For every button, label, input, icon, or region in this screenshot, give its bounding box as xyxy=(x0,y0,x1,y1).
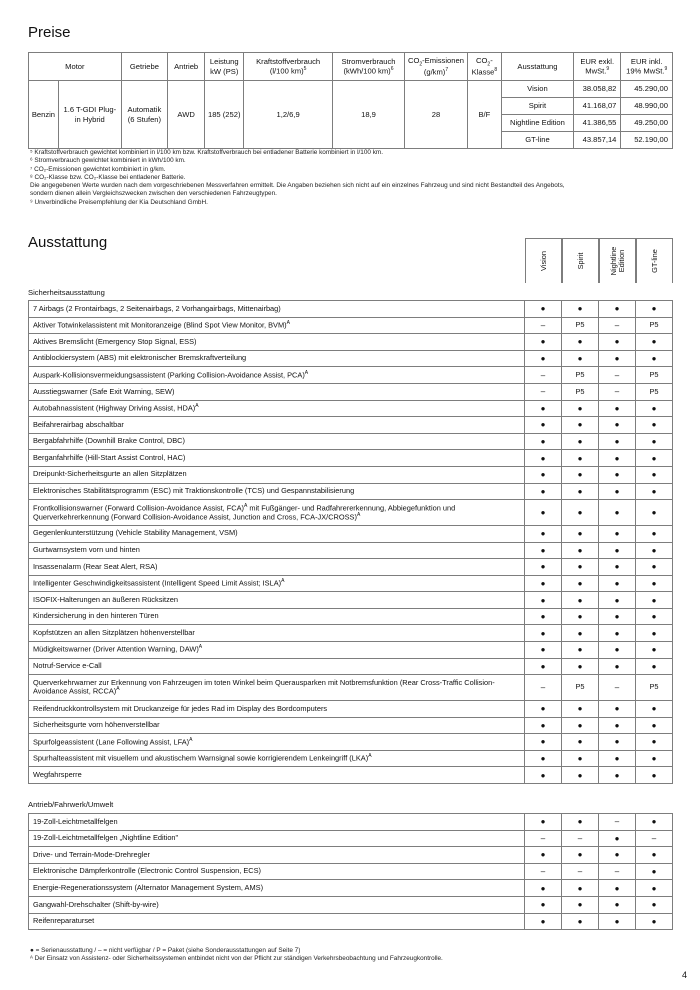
variant-price-incl: 49.250,00 xyxy=(621,115,673,132)
equipment-value: ● xyxy=(599,658,636,675)
equipment-row xyxy=(29,658,673,675)
equipment-value: ● xyxy=(636,717,673,734)
equipment-value: – xyxy=(599,367,636,384)
equipment-value: ● xyxy=(636,814,673,831)
equipment-value: ● xyxy=(562,642,599,659)
equipment-value: – xyxy=(636,830,673,847)
equipment-label: Autobahnassistent (Highway Driving Assist, HDA)$^A$ xyxy=(29,400,525,417)
equipment-value: ● xyxy=(636,592,673,609)
equipment-label: Insassenalarm (Rear Seat Alert, RSA) xyxy=(29,559,525,576)
equipment-value: ● xyxy=(562,750,599,767)
equipment-value: ● xyxy=(636,847,673,864)
price-table xyxy=(28,52,673,149)
equipment-value: ● xyxy=(525,750,562,767)
variant-price-incl: 48.990,00 xyxy=(621,98,673,115)
co2-cell: 28 xyxy=(405,81,468,149)
equipment-value: ● xyxy=(636,767,673,784)
equipment-value: ● xyxy=(562,433,599,450)
equipment-value: ● xyxy=(599,301,636,318)
legend-line: ● = Serienausstattung / – = nicht verfügbar / P = Paket (siehe Sonderausstattungen auf Seite 7) xyxy=(30,947,301,954)
equipment-value: ● xyxy=(636,301,673,318)
equipment-value: ● xyxy=(599,767,636,784)
header-klasse: $CO_2-Klasse^8$ xyxy=(467,53,501,81)
price-footnotes xyxy=(30,149,565,207)
equipment-value: ● xyxy=(562,500,599,526)
equipment-value: ● xyxy=(562,334,599,351)
equipment-value: ● xyxy=(525,559,562,576)
equipment-row xyxy=(29,483,673,500)
equipment-value: ● xyxy=(525,483,562,500)
equipment-value: – xyxy=(525,317,562,334)
equipment-value: ● xyxy=(525,717,562,734)
equipment-value: – xyxy=(525,675,562,701)
header-co2: $CO_2$-Emissionen $(g/km)^7$ xyxy=(405,53,468,81)
column-head-vision: Vision xyxy=(525,238,562,283)
equipment-value: ● xyxy=(636,575,673,592)
footnote: ⁵ Kraftstoffverbrauch gewichtet kombiniert in l/100 km bzw. Kraftstoffverbrauch bei entladener Batterie kombiniert in l/100 km. xyxy=(30,149,384,156)
section-label-drivetrain: Antrieb/Fahrwerk/Umwelt xyxy=(28,800,114,809)
equipment-row xyxy=(29,350,673,367)
equipment-row xyxy=(29,466,673,483)
equipment-value: – xyxy=(599,675,636,701)
equipment-value: ● xyxy=(636,642,673,659)
power-cell: 185 (252) xyxy=(205,81,244,149)
equipment-label: Notruf-Service e-Call xyxy=(29,658,525,675)
equipment-value: ● xyxy=(525,334,562,351)
equipment-row xyxy=(29,608,673,625)
equipment-value: ● xyxy=(599,642,636,659)
equipment-value: ● xyxy=(562,880,599,897)
equipment-value: ● xyxy=(599,525,636,542)
variant-price-incl: 52.190,00 xyxy=(621,132,673,149)
equipment-value: ● xyxy=(636,483,673,500)
equipment-value: ● xyxy=(525,450,562,467)
equipment-value: – xyxy=(599,317,636,334)
equipment-row xyxy=(29,830,673,847)
variant-name: Vision xyxy=(501,81,573,98)
footnote: sondern dienen allein Vergleichszwecken zwischen den verschiedenen Fahrzeugtypen. xyxy=(30,190,277,198)
equipment-value: ● xyxy=(636,433,673,450)
variant-price-excl: 41.386,55 xyxy=(574,115,621,132)
equipment-label: Spurfolgeassistent (Lane Following Assist, LFA)$^A$ xyxy=(29,734,525,751)
equipment-label: Aktiver Totwinkelassistent mit Monitoranzeige (Blind Spot View Monitor, BVM)$^A$ xyxy=(29,317,525,334)
equipment-row xyxy=(29,642,673,659)
equipment-row xyxy=(29,896,673,913)
variant-name: Nightline Edition xyxy=(501,115,573,132)
equipment-row xyxy=(29,500,673,526)
equipment-label: Elektronische Dämpferkontrolle (Electronic Control Suspension, ECS) xyxy=(29,863,525,880)
equipment-value: ● xyxy=(599,500,636,526)
equipment-label: Gurtwarnsystem vorn und hinten xyxy=(29,542,525,559)
equipment-value: ● xyxy=(599,575,636,592)
equipment-label: Beifahrerairbag abschaltbar xyxy=(29,417,525,434)
equipment-value: ● xyxy=(525,625,562,642)
equipment-label: 19-Zoll-Leichtmetallfelgen xyxy=(29,814,525,831)
equipment-row xyxy=(29,301,673,318)
variant-name: Spirit xyxy=(501,98,573,115)
engine-cell: 1.6 T-GDI Plug-in Hybrid xyxy=(58,81,121,149)
co2-class-cell: B/F xyxy=(467,81,501,149)
equipment-value: ● xyxy=(562,301,599,318)
equipment-value: ● xyxy=(525,542,562,559)
equipment-value: – xyxy=(599,863,636,880)
equipment-label: 19-Zoll-Leichtmetallfelgen „Nightline Edition" xyxy=(29,830,525,847)
equipment-row xyxy=(29,750,673,767)
equipment-value: ● xyxy=(525,525,562,542)
equipment-value: ● xyxy=(525,880,562,897)
fuel-cell: Benzin xyxy=(29,81,59,149)
equipment-value: P5 xyxy=(636,675,673,701)
equipment-value: ● xyxy=(599,913,636,930)
equipment-value: ● xyxy=(562,734,599,751)
equipment-row xyxy=(29,847,673,864)
footnote: ⁶ Stromverbrauch gewichtet kombiniert in kWh/100 km. xyxy=(30,157,186,165)
equipment-label: Spurhalteassistent mit visuellem und akustischem Warnsignal sowie korrigierendem Lenkeingriff (LKA)$^A$ xyxy=(29,750,525,767)
equipment-label: Wegfahrsperre xyxy=(29,767,525,784)
equipment-value: ● xyxy=(599,592,636,609)
legend-line: ᴬ Der Einsatz von Assistenz- oder Sicherheitssystemen entbindet nicht von der Pflicht zur ständigen Verkehrsbeobachtung und Fahrzeugkontrolle. xyxy=(30,955,443,963)
equipment-row xyxy=(29,717,673,734)
equipment-label: Kindersicherung in den hinteren Türen xyxy=(29,608,525,625)
equipment-value: ● xyxy=(562,658,599,675)
variant-price-excl: 43.857,14 xyxy=(574,132,621,149)
equipment-value: ● xyxy=(599,830,636,847)
equipment-row xyxy=(29,880,673,897)
equipment-title: Ausstattung xyxy=(28,234,108,251)
equipment-value: – xyxy=(562,863,599,880)
prices-title: Preise xyxy=(28,24,71,41)
equipment-value: ● xyxy=(636,559,673,576)
equipment-value: ● xyxy=(636,466,673,483)
equipment-value: ● xyxy=(636,350,673,367)
equipment-value: ● xyxy=(599,701,636,718)
equipment-value: ● xyxy=(599,542,636,559)
equipment-value: ● xyxy=(525,575,562,592)
equipment-label: Drive- und Terrain-Mode-Drehregler xyxy=(29,847,525,864)
equipment-row xyxy=(29,734,673,751)
equipment-value: ● xyxy=(636,417,673,434)
equipment-row xyxy=(29,417,673,434)
equipment-value: ● xyxy=(599,450,636,467)
equipment-value: ● xyxy=(599,717,636,734)
equipment-label: Energie-Regenerationssystem (Alternator Management System, AMS) xyxy=(29,880,525,897)
price-row xyxy=(29,81,673,98)
equipment-value: ● xyxy=(525,734,562,751)
equipment-value: ● xyxy=(562,483,599,500)
equipment-value: ● xyxy=(562,525,599,542)
equipment-value: ● xyxy=(636,701,673,718)
equipment-value: ● xyxy=(636,625,673,642)
equipment-value: ● xyxy=(562,767,599,784)
section-label-safety: Sicherheitsausstattung xyxy=(28,288,105,297)
equipment-value: ● xyxy=(525,350,562,367)
power-consumption-cell: 18,9 xyxy=(332,81,404,149)
equipment-table-safety xyxy=(28,300,673,784)
equipment-value: ● xyxy=(525,814,562,831)
equipment-value: P5 xyxy=(562,317,599,334)
equipment-row xyxy=(29,525,673,542)
equipment-value: ● xyxy=(599,466,636,483)
equipment-value: ● xyxy=(562,575,599,592)
equipment-value: ● xyxy=(562,592,599,609)
equipment-value: ● xyxy=(562,559,599,576)
equipment-row xyxy=(29,675,673,701)
equipment-value: ● xyxy=(599,608,636,625)
header-eur-exkl: EUR exkl. MwSt.$^9$ xyxy=(574,53,621,81)
header-kraftstoff: Kraftstoffverbrauch (l/100 km)$^5$ xyxy=(244,53,333,81)
equipment-value: ● xyxy=(525,658,562,675)
equipment-value: – xyxy=(525,830,562,847)
equipment-value: ● xyxy=(636,658,673,675)
header-leistung: Leistung kW (PS) xyxy=(205,53,244,81)
equipment-value: ● xyxy=(562,625,599,642)
equipment-label: Bergabfahrhilfe (Downhill Brake Control, DBC) xyxy=(29,433,525,450)
equipment-label: Reifenreparaturset xyxy=(29,913,525,930)
equipment-row xyxy=(29,334,673,351)
equipment-value: P5 xyxy=(562,675,599,701)
equipment-row xyxy=(29,575,673,592)
equipment-value: ● xyxy=(636,500,673,526)
header-ausstattung: Ausstattung xyxy=(501,53,573,81)
equipment-value: ● xyxy=(525,417,562,434)
footnote: ⁸ CO₂-Klasse bzw. CO₂-Klasse bei entladener Batterie. xyxy=(30,173,186,181)
equipment-row xyxy=(29,701,673,718)
equipment-value: ● xyxy=(599,734,636,751)
equipment-value: ● xyxy=(525,592,562,609)
equipment-label: Elektronisches Stabilitätsprogramm (ESC) mit Traktionskontrolle (TCS) und Gespannstabilisierung xyxy=(29,483,525,500)
equipment-value: – xyxy=(525,367,562,384)
footnote: ⁹ Unverbindliche Preisempfehlung der Kia Deutschland GmbH. xyxy=(30,198,208,206)
footnote: Die angegebenen Werte wurden nach dem vorgeschriebenen Messverfahren ermittelt. Die Angaben beziehen sich nicht auf ein einzelnes Fahrzeug und sind nicht Bestandteil des Angebots, xyxy=(30,182,565,190)
equipment-value: ● xyxy=(525,642,562,659)
equipment-value: ● xyxy=(525,913,562,930)
equipment-value: ● xyxy=(562,913,599,930)
equipment-value: ● xyxy=(562,417,599,434)
header-getriebe: Getriebe xyxy=(121,53,167,81)
header-antrieb: Antrieb xyxy=(168,53,205,81)
equipment-value: ● xyxy=(562,847,599,864)
equipment-label: Frontkollisionswarner (Forward Collision-Avoidance Assist, FCA)$^A$ mit Fußgänger- und Radfahrererkennung, Abbiegefunktion und Querverkehrerkennung (Forward Collision-Avoidance Assist, Junction and Cross, FCA-JX/CROSS)$^A$ xyxy=(29,500,525,526)
column-head-spirit: Spirit xyxy=(562,238,599,283)
equipment-value: ● xyxy=(636,863,673,880)
equipment-value: – xyxy=(525,863,562,880)
equipment-value: ● xyxy=(562,542,599,559)
equipment-label: Sicherheitsgurte vorn höhenverstellbar xyxy=(29,717,525,734)
equipment-value: – xyxy=(599,383,636,400)
equipment-value: ● xyxy=(636,913,673,930)
equipment-value: ● xyxy=(599,483,636,500)
equipment-value: ● xyxy=(562,896,599,913)
header-eur-inkl: EUR inkl. 19% MwSt.$^9$ xyxy=(621,53,673,81)
gearbox-cell: Automatik (6 Stufen) xyxy=(121,81,167,149)
equipment-label: ISOFIX-Halterungen an äußeren Rücksitzen xyxy=(29,592,525,609)
equipment-value: ● xyxy=(562,608,599,625)
price-header-row xyxy=(29,53,673,81)
equipment-value: ● xyxy=(562,701,599,718)
equipment-value: ● xyxy=(599,334,636,351)
equipment-row xyxy=(29,913,673,930)
equipment-value: – xyxy=(599,814,636,831)
variant-price-excl: 41.168,07 xyxy=(574,98,621,115)
equipment-value: ● xyxy=(599,559,636,576)
equipment-label: Intelligenter Geschwindigkeitsassistent (Intelligent Speed Limit Assist; ISLA)$^A$ xyxy=(29,575,525,592)
legend xyxy=(30,947,443,964)
equipment-value: ● xyxy=(599,350,636,367)
equipment-label: Gangwahl-Drehschalter (Shift-by-wire) xyxy=(29,896,525,913)
equipment-label: Berganfahrhilfe (Hill-Start Assist Control, HAC) xyxy=(29,450,525,467)
equipment-value: ● xyxy=(599,625,636,642)
equipment-value: ● xyxy=(525,433,562,450)
equipment-value: ● xyxy=(525,608,562,625)
equipment-value: ● xyxy=(525,701,562,718)
equipment-value: P5 xyxy=(636,383,673,400)
column-head-gtline: GT-line xyxy=(636,238,673,283)
equipment-row xyxy=(29,433,673,450)
equipment-label: Auspark-Kollisionsvermeidungsassistent (Parking Collision-Avoidance Assist, PCA)$^A$ xyxy=(29,367,525,384)
footnote: ⁷ CO₂-Emissionen gewichtet kombiniert in g/km. xyxy=(30,165,166,173)
equipment-row xyxy=(29,625,673,642)
equipment-value: ● xyxy=(599,400,636,417)
equipment-row xyxy=(29,542,673,559)
equipment-label: Ausstiegswarner (Safe Exit Warning, SEW) xyxy=(29,383,525,400)
equipment-value: P5 xyxy=(562,383,599,400)
equipment-value: ● xyxy=(636,750,673,767)
equipment-table-drivetrain xyxy=(28,813,673,930)
equipment-value: – xyxy=(562,830,599,847)
equipment-value: ● xyxy=(525,400,562,417)
equipment-value: ● xyxy=(636,525,673,542)
equipment-value: ● xyxy=(525,847,562,864)
equipment-value: P5 xyxy=(636,317,673,334)
equipment-row xyxy=(29,383,673,400)
equipment-value: P5 xyxy=(562,367,599,384)
equipment-value: ● xyxy=(525,896,562,913)
equipment-row xyxy=(29,863,673,880)
equipment-label: Müdigkeitswarner (Driver Attention Warning, DAW)$^A$ xyxy=(29,642,525,659)
equipment-value: ● xyxy=(525,500,562,526)
equipment-value: ● xyxy=(562,814,599,831)
equipment-value: ● xyxy=(599,847,636,864)
equipment-label: Gegenlenkunterstützung (Vehicle Stability Management, VSM) xyxy=(29,525,525,542)
equipment-label: Dreipunkt-Sicherheitsgurte an allen Sitzplätzen xyxy=(29,466,525,483)
equipment-value: ● xyxy=(636,608,673,625)
equipment-value: ● xyxy=(525,301,562,318)
equipment-value: – xyxy=(525,383,562,400)
equipment-label: Querverkehrwarner zur Erkennung von Fahrzeugen im toten Winkel beim Querausparken mit Notbremsfunktion (Rear Cross-Traffic Collision-Avoidance Assist, RCCA)$^A$ xyxy=(29,675,525,701)
equipment-row xyxy=(29,367,673,384)
equipment-value: ● xyxy=(599,750,636,767)
equipment-value: ● xyxy=(599,896,636,913)
equipment-value: ● xyxy=(636,734,673,751)
equipment-value: P5 xyxy=(636,367,673,384)
equipment-value: ● xyxy=(636,400,673,417)
equipment-label: 7 Airbags (2 Frontairbags, 2 Seitenairbags, 2 Vorhangairbags, Mittenairbag) xyxy=(29,301,525,318)
equipment-row xyxy=(29,814,673,831)
equipment-value: ● xyxy=(562,350,599,367)
equipment-value: ● xyxy=(599,433,636,450)
equipment-value: ● xyxy=(562,450,599,467)
equipment-label: Antiblockiersystem (ABS) mit elektronischer Bremskraftverteilung xyxy=(29,350,525,367)
equipment-value: ● xyxy=(636,450,673,467)
drive-cell: AWD xyxy=(168,81,205,149)
equipment-value: ● xyxy=(636,334,673,351)
variant-price-incl: 45.290,00 xyxy=(621,81,673,98)
header-strom: Stromverbrauch (kWh/100 km)$^6$ xyxy=(332,53,404,81)
fuel-consumption-cell: 1,2/6,9 xyxy=(244,81,333,149)
header-motor: Motor xyxy=(29,53,122,81)
page-number: 4 xyxy=(682,970,688,980)
equipment-value: ● xyxy=(599,417,636,434)
equipment-row xyxy=(29,400,673,417)
equipment-label: Reifendruckkontrollsystem mit Druckanzeige für jedes Rad im Display des Bordcomputers xyxy=(29,701,525,718)
equipment-value: ● xyxy=(636,896,673,913)
equipment-label: Aktives Bremslicht (Emergency Stop Signal, ESS) xyxy=(29,334,525,351)
variant-price-excl: 38.058,82 xyxy=(574,81,621,98)
equipment-row xyxy=(29,450,673,467)
equipment-value: ● xyxy=(525,466,562,483)
equipment-value: ● xyxy=(562,400,599,417)
equipment-value: ● xyxy=(636,880,673,897)
equipment-row xyxy=(29,317,673,334)
variant-name: GT-line xyxy=(501,132,573,149)
column-head-nightline: Nightline Edition xyxy=(599,238,636,283)
equipment-value: ● xyxy=(562,466,599,483)
equipment-value: ● xyxy=(636,542,673,559)
equipment-value: ● xyxy=(562,717,599,734)
equipment-label: Kopfstützen an allen Sitzplätzen höhenverstellbar xyxy=(29,625,525,642)
equipment-value: ● xyxy=(525,767,562,784)
equipment-row xyxy=(29,559,673,576)
equipment-row xyxy=(29,767,673,784)
equipment-value: ● xyxy=(599,880,636,897)
equipment-row xyxy=(29,592,673,609)
